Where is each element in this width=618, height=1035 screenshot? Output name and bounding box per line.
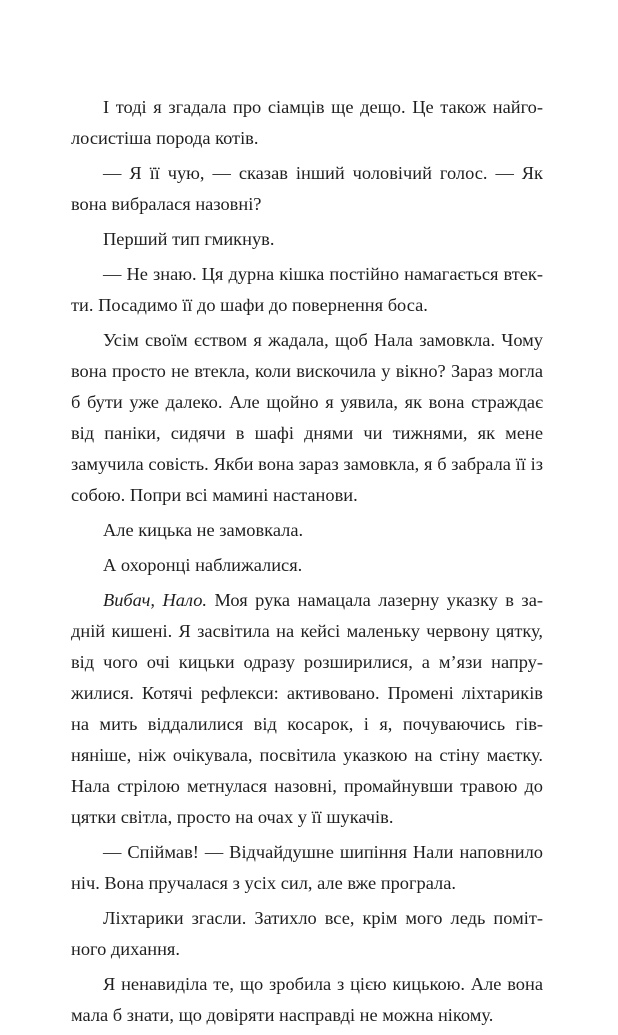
paragraph: І тоді я згадала про сіамців ще дещо. Це також найголосистіша порода котів. xyxy=(71,97,543,148)
book-page xyxy=(71,92,543,1035)
paragraph-with-italic xyxy=(71,585,543,833)
paragraph: Я ненавиділа те, що зробила з цією кицькою. Але вона мала б знати, що довіряти насправді не можна нікому. xyxy=(71,974,543,1025)
paragraph: Але кицька не замовкала. xyxy=(103,520,304,540)
paragraph-rest: Моя рука намацала лазерну указку в задній кишені. Я засвітила на кейсі маленьку червону цятку, від чого очі кицьки одразу розширилися, а м’язи напружилися. Котячі рефлекси: активовано. Промені ліхтариків на мить віддалилися від косарок, і я, почуваючись гівняніше, ніж очікувала, посвітила указкою на стіну маєтку. Нала стрілою метнулася назовні, промайнувши травою до цятки світла, просто на очах у її шукачів. xyxy=(71,590,543,827)
paragraph: Усім своїм єством я жадала, щоб Нала замовкла. Чому вона просто не втекла, коли вискочила у вікно? Зараз могла б бути уже далеко. Але щойно я уявила, як вона страждає від паніки, сидячи в шафі днями чи тижнями, як мене замучила совість. Якби вона зараз замовкла, я б забрала її із собою. Попри всі мамині настанови. xyxy=(71,330,543,505)
paragraph: Перший тип гмикнув. xyxy=(103,229,275,249)
paragraph: Ліхтарики згасли. Затихло все, крім мого ледь помітного дихання. xyxy=(71,908,543,959)
paragraph: А охоронці наближалися. xyxy=(103,555,303,575)
paragraph: — Я її чую, — сказав інший чоловічий голос. — Як вона вибралася назовні? xyxy=(71,163,543,214)
paragraph: — Не знаю. Ця дурна кішка постійно намагається втекти. Посадимо її до шафи до повернення боса. xyxy=(71,264,543,315)
paragraph: — Спіймав! — Відчайдушне шипіння Нали наповнило ніч. Вона пручалася з усіх сил, але вже програла. xyxy=(71,842,543,893)
italic-phrase: Вибач, Нало. xyxy=(103,590,207,610)
